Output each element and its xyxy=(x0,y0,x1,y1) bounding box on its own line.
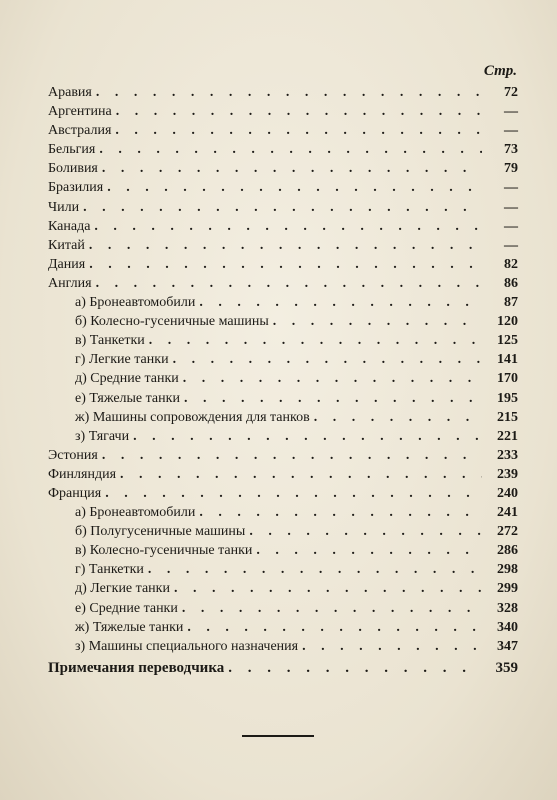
toc-subentry[interactable] xyxy=(48,637,518,656)
leader-dots xyxy=(199,293,482,312)
toc-entry-label: з) Машины специального назначения xyxy=(75,638,299,654)
toc-entry-notes[interactable] xyxy=(48,659,518,678)
toc-entry[interactable] xyxy=(48,198,518,217)
toc-subentry[interactable] xyxy=(48,560,518,579)
toc-entries xyxy=(48,83,518,656)
toc-entry-page: 141 xyxy=(497,352,518,368)
toc-entry-label: г) Легкие танки xyxy=(75,352,169,368)
toc-entry[interactable] xyxy=(48,178,518,197)
leader-dots xyxy=(228,659,482,678)
leader-dots xyxy=(187,618,482,637)
toc-entry[interactable] xyxy=(48,484,518,503)
leader-dots xyxy=(96,83,482,102)
toc-entry-label: Австралия xyxy=(48,123,112,139)
toc-entry-page: 221 xyxy=(497,428,518,444)
toc-subentry[interactable] xyxy=(48,389,518,408)
toc-entry-page: 72 xyxy=(504,85,518,100)
toc-entry-label: Бразилия xyxy=(48,180,104,196)
toc-entry[interactable] xyxy=(48,140,518,159)
toc-entry[interactable] xyxy=(48,236,518,255)
leader-dots xyxy=(249,522,482,541)
leader-dots xyxy=(89,236,482,255)
toc-entry-label: Дания xyxy=(48,256,86,272)
toc-entry[interactable] xyxy=(48,446,518,465)
toc-entry-page: 233 xyxy=(497,447,518,463)
toc-entry-label: б) Колесно-гусеничные машины xyxy=(75,314,269,330)
toc-entry[interactable] xyxy=(48,102,518,121)
toc-entry-page: 125 xyxy=(497,333,518,349)
toc-entry-page: 79 xyxy=(504,161,518,177)
toc-entry-page: 272 xyxy=(497,524,518,540)
leader-dots xyxy=(273,312,482,331)
leader-dots xyxy=(105,484,482,503)
toc-entry[interactable] xyxy=(48,274,518,293)
leader-dots xyxy=(184,389,482,408)
toc-entry-label: Примечания переводчика xyxy=(48,659,225,676)
toc-entry-page: 347 xyxy=(497,638,518,654)
toc-subentry[interactable] xyxy=(48,618,518,637)
toc-entry[interactable] xyxy=(48,159,518,178)
toc-subentry[interactable] xyxy=(48,350,518,369)
toc-subentry[interactable] xyxy=(48,331,518,350)
toc-entry-page: 239 xyxy=(497,466,518,482)
toc-entry-label: д) Легкие танки xyxy=(75,581,170,597)
toc-entry-label: Чили xyxy=(48,199,80,215)
toc-subentry[interactable] xyxy=(48,369,518,388)
toc-entry-label: Франция xyxy=(48,485,102,501)
toc-entry-page: 286 xyxy=(497,543,518,559)
leader-dots xyxy=(183,369,482,388)
toc-entry-label: е) Тяжелые танки xyxy=(75,390,180,406)
toc-entry-page: — xyxy=(504,218,518,234)
toc-entry[interactable] xyxy=(48,255,518,274)
leader-dots xyxy=(116,102,482,121)
toc-entry-label: е) Средние танки xyxy=(75,600,178,616)
toc-entry-label: а) Бронеавтомобили xyxy=(75,505,196,521)
toc-entry-page: 299 xyxy=(497,581,518,597)
toc-entry-page: 82 xyxy=(504,256,518,272)
toc-entry-label: б) Полугусеничные машины xyxy=(75,524,246,540)
toc-entry-page: — xyxy=(504,199,518,215)
toc-entry-page: 240 xyxy=(497,485,518,501)
leader-dots xyxy=(99,140,482,159)
toc-entry-label: Канада xyxy=(48,218,91,234)
leader-dots xyxy=(96,274,482,293)
toc-entry-label: Аравия xyxy=(48,85,92,100)
toc-entry-label: Бельгия xyxy=(48,142,96,158)
leader-dots xyxy=(133,427,482,446)
toc-entry-label: г) Танкетки xyxy=(75,562,144,578)
toc-entry-label: в) Колесно-гусеничные танки xyxy=(75,543,253,559)
toc-entry-page: 170 xyxy=(497,371,518,387)
toc-entry-label: Англия xyxy=(48,275,92,291)
toc-entry-page: 215 xyxy=(497,409,518,425)
toc-entry-page: — xyxy=(504,104,518,120)
toc-entry-page: 120 xyxy=(497,314,518,330)
leader-dots xyxy=(89,255,482,274)
page-column-header: Стр. xyxy=(483,63,517,79)
toc-entry-page: 298 xyxy=(497,562,518,578)
toc-subentry[interactable] xyxy=(48,312,518,331)
toc-entry-label: а) Бронеавтомобили xyxy=(75,295,196,311)
toc-entry[interactable] xyxy=(48,217,518,236)
closing-rule xyxy=(242,735,314,737)
toc-subentry[interactable] xyxy=(48,293,518,312)
toc-entry-page: 86 xyxy=(504,275,518,291)
leader-dots xyxy=(314,408,482,427)
toc-subentry[interactable] xyxy=(48,427,518,446)
leader-dots xyxy=(102,446,482,465)
toc-entry-label: Китай xyxy=(48,237,85,253)
leader-dots xyxy=(256,541,482,560)
toc-subentry[interactable] xyxy=(48,522,518,541)
leader-dots xyxy=(148,560,482,579)
leader-dots xyxy=(182,599,482,618)
leader-dots xyxy=(174,579,482,598)
leader-dots xyxy=(199,503,482,522)
toc-entry[interactable] xyxy=(48,465,518,484)
leader-dots xyxy=(102,159,482,178)
toc-entry-page: 340 xyxy=(497,619,518,635)
leader-dots xyxy=(120,465,482,484)
toc-subentry[interactable] xyxy=(48,541,518,560)
toc-entry-page: 241 xyxy=(497,505,518,521)
leader-dots xyxy=(83,198,482,217)
toc-entry-label: ж) Машины сопровождения для танков xyxy=(75,409,310,425)
toc-entry-page: — xyxy=(504,180,518,196)
toc-entry-label: з) Тягачи xyxy=(75,428,130,444)
toc-entry-label: Финляндия xyxy=(48,466,117,482)
toc-entry-label: д) Средние танки xyxy=(75,371,179,387)
toc-subentry[interactable] xyxy=(48,408,518,427)
toc-entry-page: 73 xyxy=(504,142,518,158)
leader-dots xyxy=(107,178,482,197)
toc-entry-page: — xyxy=(504,237,518,253)
toc-entry-label: в) Танкетки xyxy=(75,333,145,349)
toc-entry-label: Боливия xyxy=(48,161,98,177)
leader-dots xyxy=(94,217,482,236)
toc-entry-page: 87 xyxy=(504,295,518,311)
toc-entry-page: — xyxy=(504,123,518,139)
toc-entry-label: ж) Тяжелые танки xyxy=(75,619,184,635)
toc-subentry[interactable] xyxy=(48,599,518,618)
toc-entry-page: 359 xyxy=(495,659,518,676)
toc-entry-page: 195 xyxy=(497,390,518,406)
leader-dots xyxy=(149,331,482,350)
toc-entry-label: Аргентина xyxy=(48,104,112,120)
toc-entry[interactable] xyxy=(48,121,518,140)
toc-entry-page: 328 xyxy=(497,600,518,616)
leader-dots xyxy=(173,350,482,369)
toc-entry[interactable] xyxy=(48,83,518,102)
table-of-contents xyxy=(48,83,518,678)
toc-subentry[interactable] xyxy=(48,503,518,522)
leader-dots xyxy=(302,637,482,656)
toc-subentry[interactable] xyxy=(48,579,518,598)
toc-entry-label: Эстония xyxy=(48,447,98,463)
leader-dots xyxy=(115,121,482,140)
